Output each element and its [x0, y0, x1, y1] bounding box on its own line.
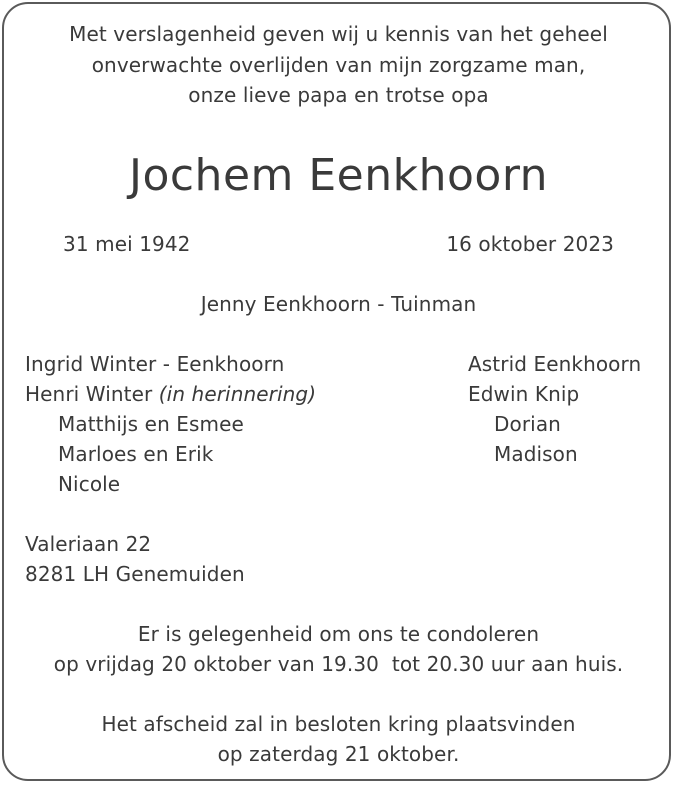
address-street: Valeriaan 22 [25, 532, 152, 556]
family-left-parent-2-name: Henri Winter [25, 382, 153, 406]
family-right-child-1: Dorian [494, 412, 561, 436]
birth-date: 31 mei 1942 [63, 232, 191, 256]
in-memory-note: (in herinnering) [158, 382, 317, 406]
intro-line-3: onze lieve papa en trotse opa [188, 83, 489, 107]
family-left-parent-2 [25, 379, 316, 409]
family-left-child-3: Nicole [58, 472, 121, 496]
death-date: 16 oktober 2023 [446, 232, 614, 256]
farewell-line-1: Het afscheid zal in besloten kring plaatsvinden [101, 712, 576, 736]
family-left-parent-1: Ingrid Winter - Eenkhoorn [25, 352, 285, 376]
address-city: 8281 LH Genemuiden [25, 562, 245, 586]
family-left-child-2: Marloes en Erik [58, 442, 214, 466]
intro-line-2: onverwachte overlijden van mijn zorgzame man, [91, 53, 586, 77]
intro-line-1: Met verslagenheid geven wij u kennis van het geheel [69, 22, 608, 46]
family-left-child-1: Matthijs en Esmee [58, 412, 244, 436]
family-right-child-2: Madison [494, 442, 578, 466]
farewell-line-2: op zaterdag 21 oktober. [217, 742, 460, 766]
family-right-parent-1: Astrid Eenkhoorn [468, 352, 642, 376]
condolence-line-1: Er is gelegenheid om ons te condoleren [137, 622, 540, 646]
deceased-name: Jochem Eenkhoorn [128, 150, 549, 201]
spouse-name: Jenny Eenkhoorn - Tuinman [200, 292, 477, 316]
family-right-parent-2: Edwin Knip [468, 382, 580, 406]
condolence-line-2: op vrijdag 20 oktober van 19.30 tot 20.30 uur aan huis. [53, 652, 624, 676]
